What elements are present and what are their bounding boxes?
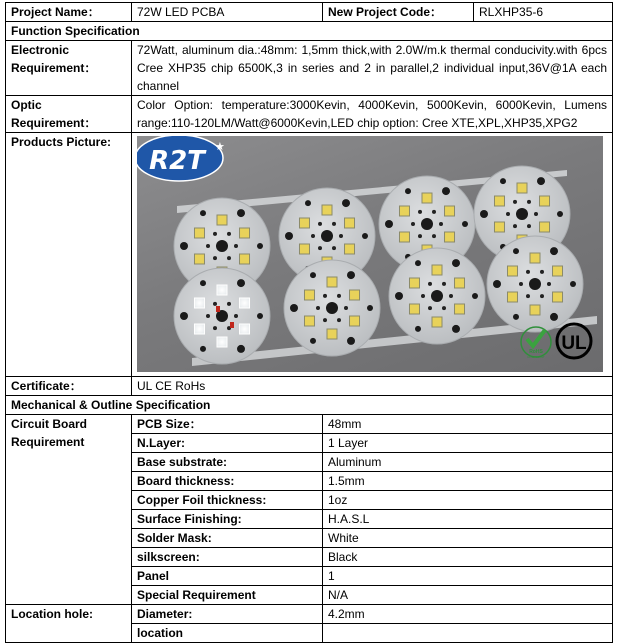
led-chip: [240, 324, 250, 334]
spec-value: Aluminum: [323, 453, 613, 472]
pcb-disc: [284, 260, 380, 356]
led-chip: [327, 329, 337, 339]
project-name-value: 72W LED PCBA: [132, 3, 323, 22]
led-chip: [399, 232, 409, 242]
project-name-label: Project Name：: [6, 3, 132, 22]
ul-text: UL: [561, 333, 587, 354]
led-chip: [345, 244, 355, 254]
led-chip: [432, 317, 442, 327]
led-chip: [299, 218, 309, 228]
spec-value: H.A.S.L: [323, 510, 613, 529]
led-chip: [240, 298, 250, 308]
ul-mark: [557, 324, 591, 358]
spec-sheet-table: [5, 2, 613, 643]
led-chip: [322, 205, 332, 215]
led-chip: [507, 292, 517, 302]
led-chip: [217, 285, 227, 295]
project-row: [6, 3, 613, 22]
certificate-row: [6, 377, 613, 396]
spec-name: Copper Foil thickness:: [132, 491, 323, 510]
led-chip: [553, 292, 563, 302]
spec-value: White: [323, 529, 613, 548]
spec-name: Special Requirement: [132, 586, 323, 605]
led-chip: [409, 304, 419, 314]
mechanical-spec-heading: Mechanical & Outline Specification: [6, 396, 613, 415]
spec-name: N.Layer:: [132, 434, 323, 453]
led-chip: [304, 290, 314, 300]
spec-name: PCB Size：: [132, 415, 323, 434]
led-chip: [540, 196, 550, 206]
project-code-label: New Project Code：: [323, 3, 474, 22]
pcb-panel-illustration: [137, 136, 603, 372]
led-chip: [507, 266, 517, 276]
led-chip: [530, 305, 540, 315]
led-chip: [217, 215, 227, 225]
r2t-logo: [137, 136, 225, 181]
led-chip: [455, 304, 465, 314]
logo-star-icon: ★: [215, 141, 225, 153]
products-picture-row: [6, 133, 613, 377]
led-chip: [194, 228, 204, 238]
products-picture-cell: [132, 133, 613, 377]
optic-requirement-label: [6, 96, 132, 133]
spec-name: location: [132, 624, 323, 643]
led-chip: [445, 232, 455, 242]
led-chip: [409, 278, 419, 288]
certificate-label: Certificate：: [6, 377, 132, 396]
rohs-text: RoHS: [529, 349, 543, 355]
led-chip: [194, 254, 204, 264]
function-spec-heading: Function Specification: [6, 22, 613, 41]
rohs-subtext: COMPLIANT: [527, 355, 545, 359]
led-chip: [494, 196, 504, 206]
spec-row: [6, 415, 613, 434]
optic-label-line1: Optic: [11, 98, 42, 112]
location-hole-label-line1: Location hole:: [11, 607, 93, 621]
location-hole-label: [6, 605, 132, 643]
led-chip: [455, 278, 465, 288]
electronic-requirement-label: [6, 41, 132, 96]
certificate-value: UL CE RoHs: [132, 377, 613, 396]
spec-name: Surface Finishing:: [132, 510, 323, 529]
project-code-value: RLXHP35-6: [474, 3, 613, 22]
led-chip: [194, 298, 204, 308]
pcb-discs: [174, 166, 583, 364]
led-chip: [345, 218, 355, 228]
led-chip: [327, 277, 337, 287]
circuit-board-label: [6, 415, 132, 605]
led-chip: [350, 290, 360, 300]
spec-value: [323, 624, 613, 643]
electronic-requirement-value: 72Watt, aluminum dia.:48mm: 1,5mm thick,with 2.0W/m.k thermal conducivity.with 6pcs Cree XHP35 chip 6500K,3 in series and 2 in parallel,2 individual input,36V@1A each channel: [132, 41, 613, 96]
circuit-board-rows: [6, 415, 613, 605]
spec-value: Black: [323, 548, 613, 567]
led-chip: [494, 222, 504, 232]
spec-value: 1: [323, 567, 613, 586]
led-chip: [240, 254, 250, 264]
led-chip: [350, 316, 360, 326]
led-chip: [422, 193, 432, 203]
spec-name: Panel: [132, 567, 323, 586]
led-chip: [299, 244, 309, 254]
spec-value: 1.5mm: [323, 472, 613, 491]
led-chip: [530, 253, 540, 263]
spec-name: silkscreen:: [132, 548, 323, 567]
led-chip: [194, 324, 204, 334]
optic-requirement-value: Color Option: temperature:3000Kevin, 4000Kevin, 5000Kevin, 6000Kevin, Lumens range:110-120LM/Watt@6000Kevin,LED chip option: Cree XTE,XPL,XHP35,XPG2: [132, 96, 613, 133]
spec-row: [6, 605, 613, 624]
spec-value: 1 Layer: [323, 434, 613, 453]
optic-label-line2: Requirement：: [11, 116, 97, 130]
led-chip: [517, 183, 527, 193]
led-chip: [304, 316, 314, 326]
spec-value: N/A: [323, 586, 613, 605]
electronic-label-line2: Requirement：: [11, 61, 97, 75]
spec-value: 48mm: [323, 415, 613, 434]
product-photo: [137, 136, 603, 372]
led-chip: [240, 228, 250, 238]
spec-name: Solder Mask:: [132, 529, 323, 548]
led-chip: [432, 265, 442, 275]
led-chip: [399, 206, 409, 216]
location-hole-rows: [6, 605, 613, 643]
led-chip: [445, 206, 455, 216]
electronic-requirement-row: [6, 41, 613, 96]
electronic-label-line1: Electronic: [11, 43, 70, 57]
pcb-disc: [487, 236, 583, 332]
products-picture-label: Products Picture:: [6, 133, 132, 377]
led-chip: [540, 222, 550, 232]
pcb-disc: [174, 268, 270, 364]
r2t-logo-text: R2T: [149, 146, 205, 176]
spec-value: 4.2mm: [323, 605, 613, 624]
spec-name: Base substrate:: [132, 453, 323, 472]
spec-name: Board thickness:: [132, 472, 323, 491]
pcb-disc: [389, 248, 485, 344]
led-chip: [217, 337, 227, 347]
spec-value: 1oz: [323, 491, 613, 510]
spec-name: Diameter:: [132, 605, 323, 624]
optic-requirement-row: [6, 96, 613, 133]
led-chip: [553, 266, 563, 276]
circuit-board-label-line1: Circuit Board: [11, 417, 88, 431]
circuit-board-label-line2: Requirement: [11, 435, 85, 449]
